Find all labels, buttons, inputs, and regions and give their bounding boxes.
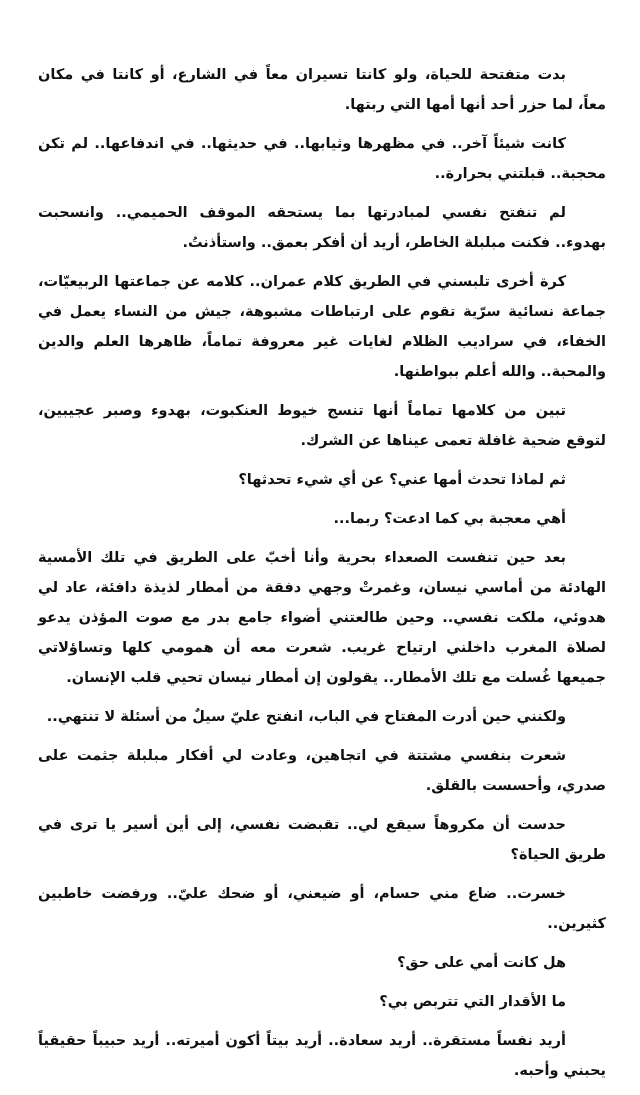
paragraph: أهي معجبة بي كما ادعت؟ ربما... [333,511,566,527]
paragraph: ولكنني حين أدرت المفتاح في الباب، انفتح عليّ سيلٌ من أسئلة لا تنتهي.. [46,709,566,725]
paragraph: أريد نفساً مستقرة.. أريد سعادة.. أريد بيتاً أكون أميرته.. أريد حبيباً حقيقياً يحبني وأحبه. [38,1033,606,1079]
paragraph: كانت شيئاً آخر.. في مظهرها وثيابها.. في حديثها.. في اندفاعها.. لم تكن محجبة.. قبلتني بحرارة.. [38,136,606,182]
paragraph: حدست أن مكروهاً سيقع لي.. تقبضت نفسي، إلى أين أسير يا ترى في طريق الحياة؟ [38,817,606,863]
paragraph: بدت متفتحة للحياة، ولو كانتا تسيران معاً في الشارع، أو كانتا في مكان معاً، لما حزر أحد أنها أمها التي ربتها. [38,67,606,113]
paragraph: تبين من كلامها تماماً أنها تنسج خيوط العنكبوت، بهدوء وصبر عجيبين، لتوقع ضحية غافلة تعمى عيناها عن الشرك. [38,403,606,449]
paragraph: ما الأقدار التي تتربص بي؟ [379,994,566,1010]
paragraph: بعد حين تنفست الصعداء بحرية وأنا أخبّ على الطريق في تلك الأمسية الهادئة من أماسي نيسان، وغمرتْ وجهي دفقة من أمطار لذيذة دافئة، عاد لي هدوئي، ملكت نفسي.. وحين طالعتني أضواء جامع بدر مع صوت المؤذن يدعو لصلاة المغرب داخلني ارتياح غريب. شعرت معه أن همومي كلها وتساؤلاتي جميعها غُسلت مع تلك الأمطار.. يقولون إن أمطار نيسان تحيي قلب الإنسان. [38,550,606,686]
paragraph: لم تنفتح نفسي لمبادرتها بما يستحقه الموقف الحميمي.. وانسحبت بهدوء.. فكنت مبلبلة الخاطر، أريد أن أفكر بعمق.. واستأذنتُ. [38,205,606,251]
paragraph: ثم لماذا تحدث أمها عني؟ عن أي شيء تحدثها؟ [238,472,566,488]
paragraph: شعرت بنفسي مشتتة في اتجاهين، وعادت لي أفكار مبلبلة جثمت على صدري، وأحسست بالقلق. [38,748,606,794]
document-body [38,60,606,1095]
paragraph: هل كانت أمي على حق؟ [397,955,566,971]
paragraph: كرة أخرى تلبسني في الطريق كلام عمران.. كلامه عن جماعتها الربيعيّات، جماعة نسائية سرّية تقوم على ارتباطات مشبوهة، جيش من النساء يعمل في الخفاء، في سراديب الظلام لغايات غير معروفة تماماً، ظاهرها العلم والدين والمحبة.. والله أعلم ببواطنها. [38,274,606,380]
paragraph: خسرت.. ضاع مني حسام، أو ضيعني، أو ضحك عليّ.. ورفضت خاطبين كثيرين.. [38,886,606,932]
